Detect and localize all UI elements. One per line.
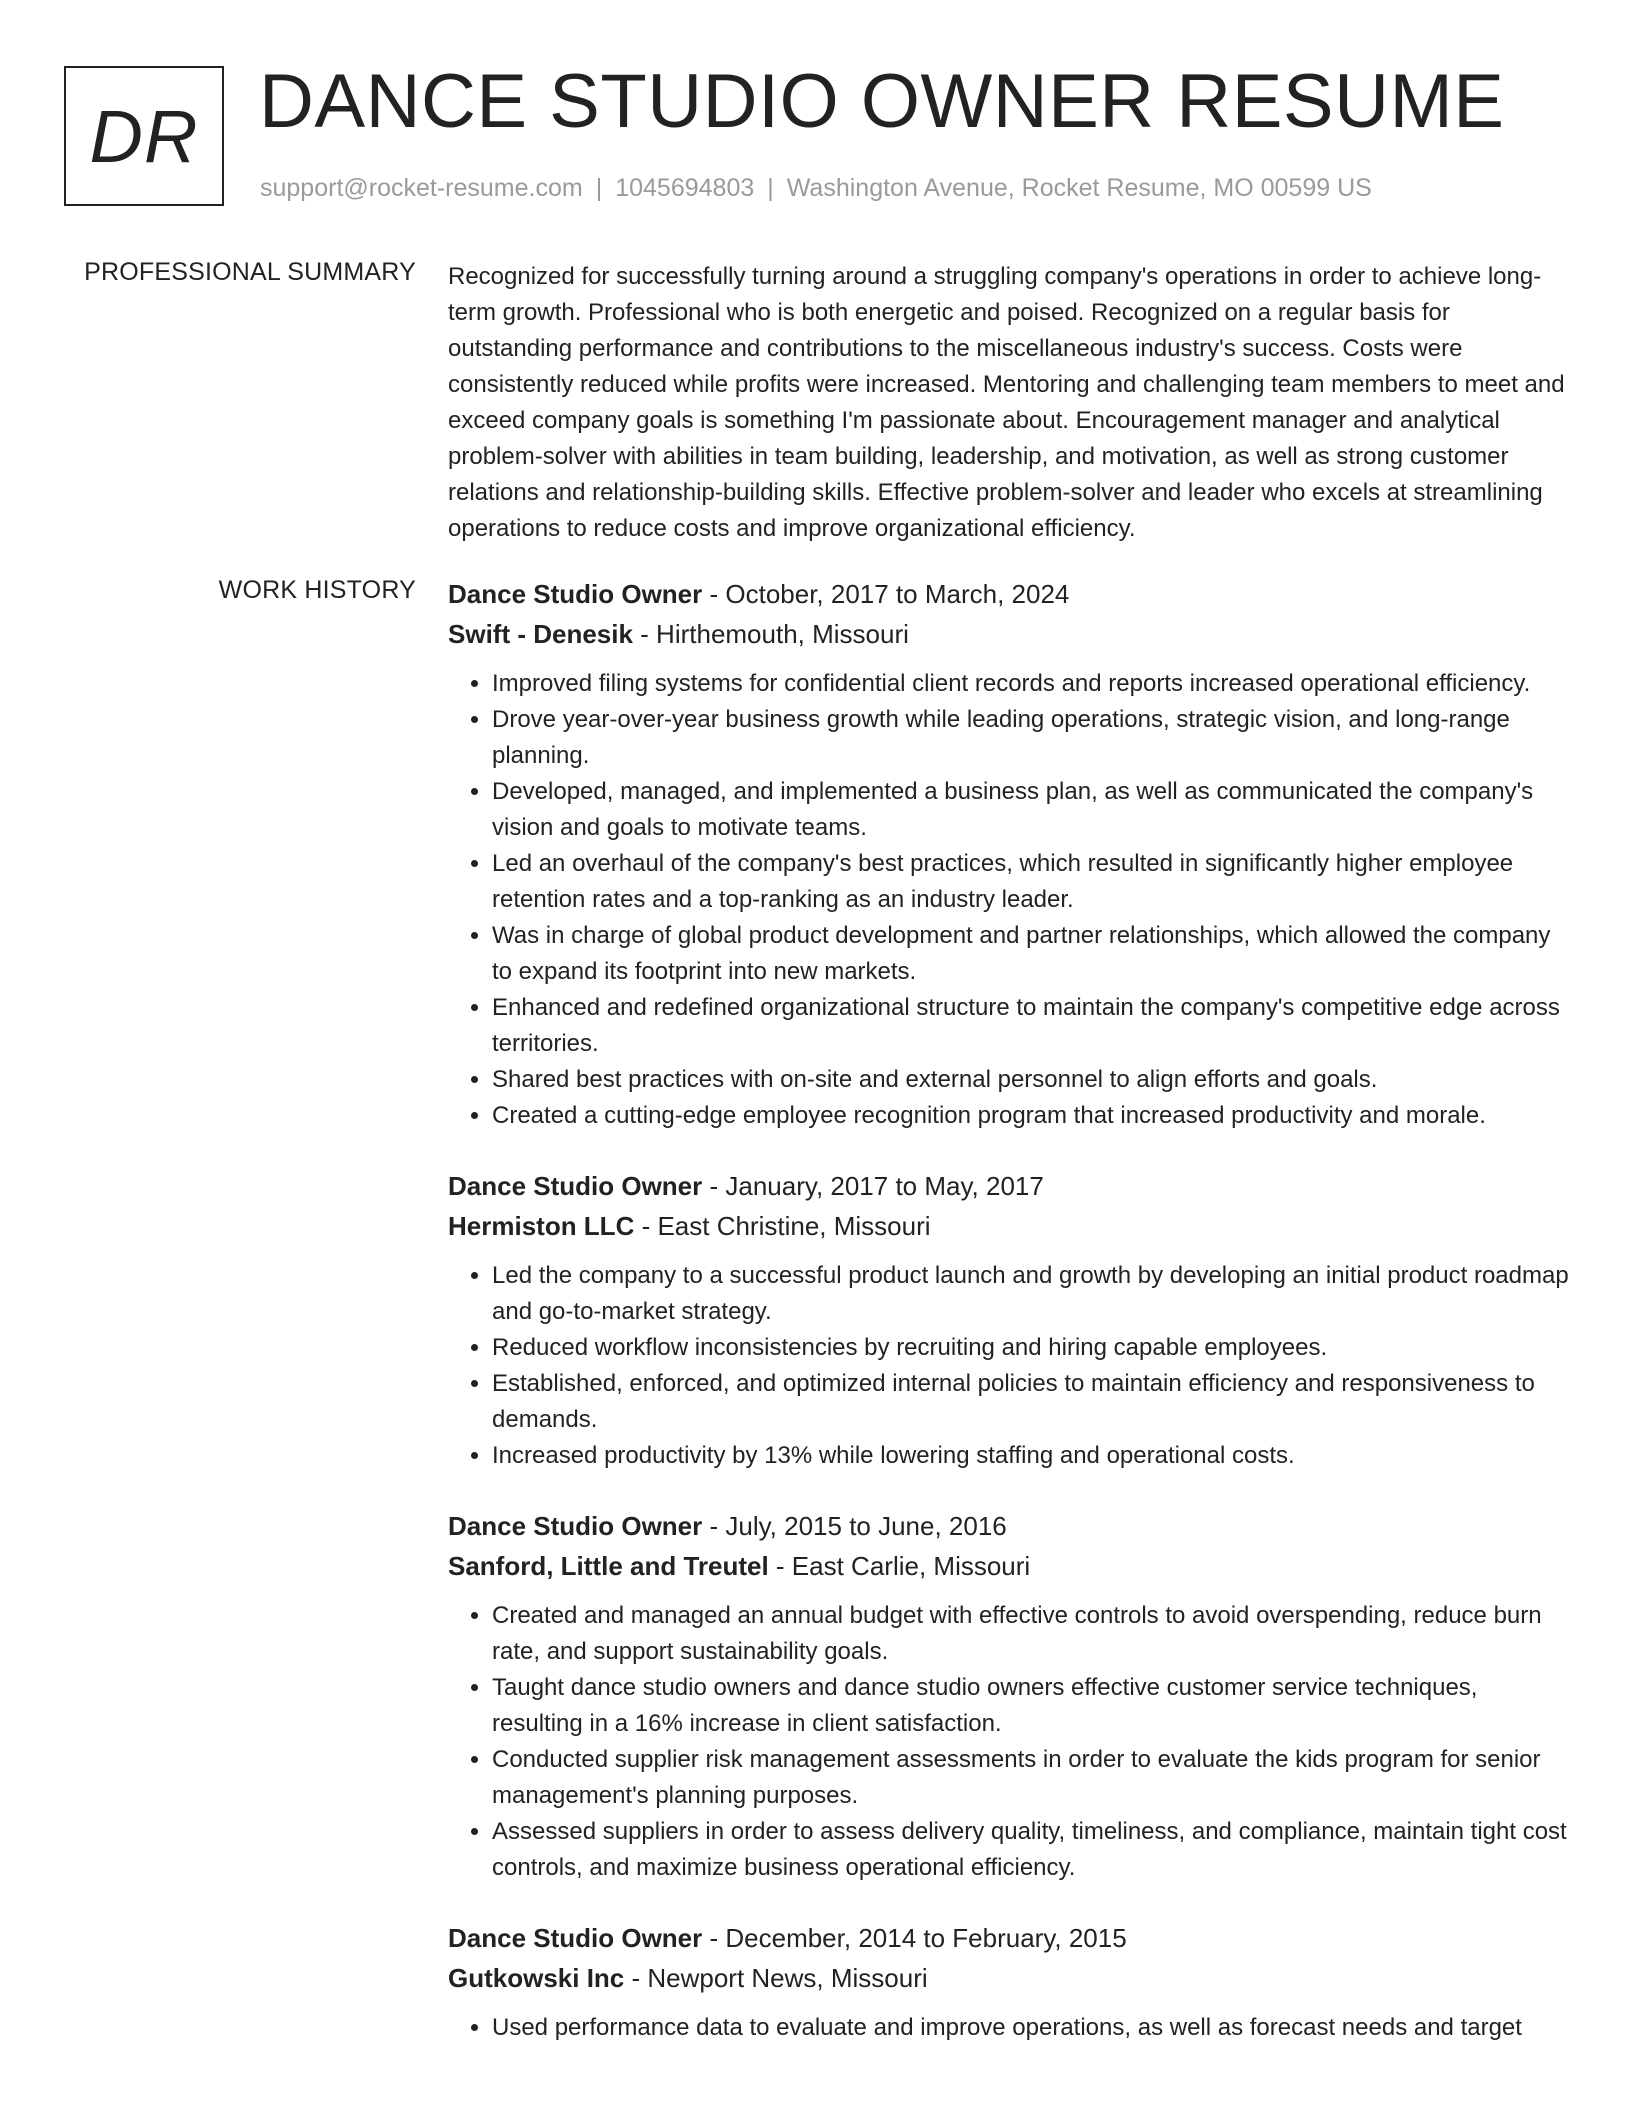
job-bullets bbox=[448, 1598, 1572, 1886]
job-title: Dance Studio Owner bbox=[448, 1511, 703, 1541]
job-bullet: • Was in charge of global product development and partner relationships, which allowed the company to expand its footprint into new markets. bbox=[492, 918, 1572, 990]
job-bullet: • Used performance data to evaluate and improve operations, as well as forecast needs and target bbox=[492, 2010, 1572, 2046]
contact-separator: | bbox=[767, 174, 774, 202]
contact-address: Washington Avenue, Rocket Resume, MO 00599 US bbox=[786, 174, 1372, 202]
job-bullet: • Enhanced and redefined organizational structure to maintain the company's competitive edge across territories. bbox=[492, 990, 1572, 1062]
job-dates: - December, 2014 to February, 2015 bbox=[702, 1923, 1127, 1953]
monogram-badge: DR bbox=[64, 66, 224, 206]
job-company-line bbox=[448, 614, 1572, 654]
job-title: Dance Studio Owner bbox=[448, 579, 703, 609]
job-entry bbox=[448, 574, 1572, 1134]
job-title-line bbox=[448, 1918, 1572, 1958]
job-company-line bbox=[448, 1958, 1572, 1998]
summary-text: Recognized for successfully turning around a struggling company's operations in order to achieve long-term growth. Professional who is both energetic and poised. Recognized on a regular basis for outstanding performance and contributions to the miscellaneous industry's success. Costs were consistently reduced while profits were increased. Mentoring and challenging team members to meet and exceed company goals is something I'm passionate about. Encouragement manager and analytical problem-solver with abilities in team building, leadership, and motivation, as well as strong customer relations and relationship-building skills. Effective problem-solver and leader who excels at streamlining operations to reduce costs and improve organizational efficiency. bbox=[448, 263, 1565, 542]
job-bullet: • Created and managed an annual budget with effective controls to avoid overspending, reduce burn rate, and support sustainability goals. bbox=[492, 1598, 1572, 1670]
job-bullets bbox=[448, 666, 1572, 1134]
job-company: Swift - Denesik bbox=[448, 619, 633, 649]
job-location: - East Christine, Missouri bbox=[634, 1211, 931, 1241]
resume-header bbox=[64, 59, 1584, 214]
job-dates: - July, 2015 to June, 2016 bbox=[702, 1511, 1007, 1541]
job-location: - East Carlie, Missouri bbox=[768, 1551, 1031, 1581]
job-company: Hermiston LLC bbox=[448, 1211, 635, 1241]
job-bullets bbox=[448, 2010, 1572, 2046]
job-title-line bbox=[448, 1166, 1572, 1206]
work-history-body bbox=[448, 574, 1572, 2078]
contact-separator: | bbox=[595, 174, 603, 202]
job-title-line bbox=[448, 1506, 1572, 1546]
job-bullet: • Established, enforced, and optimized internal policies to maintain efficiency and responsiveness to demands. bbox=[492, 1366, 1572, 1438]
job-entry bbox=[448, 1166, 1572, 1474]
job-bullet: • Assessed suppliers in order to assess delivery quality, timeliness, and compliance, maintain tight cost controls, and maximize business operational efficiency. bbox=[492, 1814, 1572, 1886]
contact-phone: 1045694803 bbox=[615, 174, 755, 202]
contact-line bbox=[260, 174, 1372, 203]
job-company: Gutkowski Inc bbox=[448, 1963, 625, 1993]
job-bullets bbox=[448, 1258, 1572, 1474]
job-location: - Newport News, Missouri bbox=[624, 1963, 928, 1993]
job-location: - Hirthemouth, Missouri bbox=[632, 619, 909, 649]
job-title: Dance Studio Owner bbox=[448, 1923, 703, 1953]
resume-title: DANCE STUDIO OWNER RESUME bbox=[259, 59, 1505, 144]
job-bullet: • Shared best practices with on-site and external personnel to align efforts and goals. bbox=[492, 1062, 1572, 1098]
job-bullet: • Increased productivity by 13% while lowering staffing and operational costs. bbox=[492, 1438, 1572, 1474]
job-title-line bbox=[448, 574, 1572, 614]
job-bullet: • Improved filing systems for confidential client records and reports increased operational efficiency. bbox=[492, 666, 1572, 702]
job-bullet: • Led an overhaul of the company's best practices, which resulted in significantly higher employee retention rates and a top-ranking as an industry leader. bbox=[492, 846, 1572, 918]
work-history-label: WORK HISTORY bbox=[218, 576, 416, 604]
job-title: Dance Studio Owner bbox=[448, 1171, 703, 1201]
contact-email: support@rocket-resume.com bbox=[260, 174, 583, 202]
job-company: Sanford, Little and Treutel bbox=[448, 1551, 769, 1581]
job-company-line bbox=[448, 1546, 1572, 1586]
job-dates: - October, 2017 to March, 2024 bbox=[702, 579, 1070, 609]
job-dates: - January, 2017 to May, 2017 bbox=[702, 1171, 1044, 1201]
job-entry bbox=[448, 1918, 1572, 2046]
summary-label: PROFESSIONAL SUMMARY bbox=[84, 258, 416, 286]
job-entry bbox=[448, 1506, 1572, 1886]
job-bullet: • Led the company to a successful product launch and growth by developing an initial product roadmap and go-to-market strategy. bbox=[492, 1258, 1572, 1330]
job-company-line bbox=[448, 1206, 1572, 1246]
job-bullet: • Developed, managed, and implemented a business plan, as well as communicated the company's vision and goals to motivate teams. bbox=[492, 774, 1572, 846]
job-bullet: • Reduced workflow inconsistencies by recruiting and hiring capable employees. bbox=[492, 1330, 1572, 1366]
summary-body bbox=[448, 259, 1572, 547]
job-bullet: • Created a cutting-edge employee recognition program that increased productivity and morale. bbox=[492, 1098, 1572, 1134]
job-bullet: • Drove year-over-year business growth while leading operations, strategic vision, and long-range planning. bbox=[492, 702, 1572, 774]
job-bullet: • Taught dance studio owners and dance studio owners effective customer service techniques, resulting in a 16% increase in client satisfaction. bbox=[492, 1670, 1572, 1742]
job-bullet: • Conducted supplier risk management assessments in order to evaluate the kids program for senior management's planning purposes. bbox=[492, 1742, 1572, 1814]
